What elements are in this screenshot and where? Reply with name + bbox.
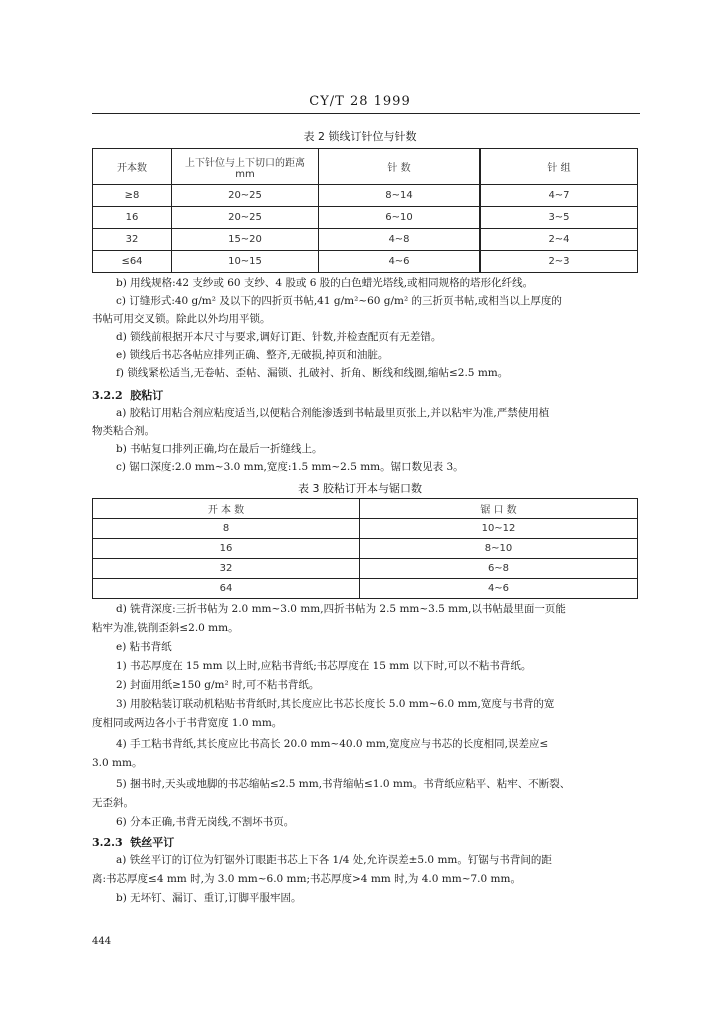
paragraph-line: 4) 手工粘书背纸,其长度应比书高长 20.0 mm~40.0 mm,宽度应与书芯的长度相同,误差应≤ [116, 738, 549, 750]
paragraph-line: d) 锁线前根据开本尺寸与要求,调好订距、针数,并检查配页有无差错。 [116, 331, 442, 343]
table2-header-unit: mm [235, 168, 255, 180]
table-cell: 6~8 [360, 559, 638, 579]
section-number: 3.2.2 [92, 389, 123, 402]
paragraph-line: e) 粘书背纸 [116, 641, 172, 653]
paragraph-line: 书帖可用交叉锁。除此以外均用平锁。 [92, 313, 271, 325]
section-number: 3.2.3 [92, 836, 123, 849]
table3-header-cell: 锯 口 数 [360, 499, 638, 519]
table-cell: 8 [93, 519, 360, 539]
section-heading-3-2-2 [92, 387, 163, 403]
paragraph-line: f) 锁线紧松适当,无卷帖、歪帖、漏锁、扎破衬、折角、断线和线圈,缩帖≤2.5 mm。 [116, 367, 509, 379]
table-row [93, 185, 638, 207]
table-cell: 4~6 [360, 579, 638, 599]
paragraph-line: 2) 封面用纸≥150 g/m² 时,可不粘书背纸。 [116, 679, 320, 691]
table-cell: 4~8 [319, 229, 481, 251]
page-number: 444 [92, 936, 112, 947]
table-cell: 3~5 [480, 207, 638, 229]
paragraph-line: 物类粘合剂。 [92, 425, 155, 437]
table2-header-cell: 针 数 [319, 149, 481, 185]
paragraph-line: c) 锯口深度:2.0 mm~3.0 mm,宽度:1.5 mm~2.5 mm。锯口数见表 3。 [116, 461, 464, 473]
table-cell: 2~3 [480, 251, 638, 273]
table3-header-cell: 开 本 数 [93, 499, 360, 519]
table-cell: 64 [93, 579, 360, 599]
table-row [93, 579, 638, 599]
table-row [93, 559, 638, 579]
table2-header-row [93, 149, 638, 185]
table-cell: 32 [93, 559, 360, 579]
table2-header-cell [172, 149, 319, 185]
table2-caption: 表 2 锁线订针位与针数 [303, 130, 417, 143]
table3-header-row [93, 499, 638, 519]
table-row [93, 229, 638, 251]
table-cell: 10~12 [360, 519, 638, 539]
table-row [93, 539, 638, 559]
paragraph-line: e) 锁线后书芯各帖应排列正确、整齐,无破损,掉页和油脏。 [116, 349, 389, 361]
table-cell: 8~10 [360, 539, 638, 559]
table3 [92, 498, 638, 599]
table-cell: 15~20 [172, 229, 319, 251]
paragraph-line: 6) 分本正确,书背无岗线,不割坏书页。 [116, 816, 295, 828]
paragraph-line: 1) 书芯厚度在 15 mm 以上时,应粘书背纸;书芯厚度在 15 mm 以下时,可以不粘书背纸。 [116, 660, 532, 672]
section-heading-3-2-3 [92, 834, 174, 850]
table-row [93, 251, 638, 273]
table-cell: 16 [93, 539, 360, 559]
table-cell: 2~4 [480, 229, 638, 251]
paragraph-line: b) 书帖复口排列正确,均在最后一折缝线上。 [116, 443, 323, 455]
table-cell: 6~10 [319, 207, 481, 229]
table-cell: 8~14 [319, 185, 481, 207]
table-cell: 20~25 [172, 185, 319, 207]
table2-header-cell: 针 组 [480, 149, 638, 185]
paragraph-line: b) 无坏钉、漏订、重订,订脚平服牢固。 [116, 892, 302, 904]
header-rule [92, 113, 640, 114]
section-title: 胶粘订 [130, 389, 164, 402]
paragraph-line: a) 胶粘订用粘合剂应粘度适当,以便粘合剂能渗透到书帖最里页张上,并以粘牢为准,严禁使用植 [116, 407, 550, 419]
paragraph-line: c) 订缝形式:40 g/m² 及以下的四折页书帖,41 g/m²~60 g/m² 的三折页书帖,或相当以上厚度的 [116, 295, 562, 307]
paragraph-line: 粘牢为准,铣削歪斜≤2.0 mm。 [92, 622, 239, 634]
standard-code-header: CY/T 28 1999 [309, 94, 411, 109]
table-cell: ≥8 [93, 185, 172, 207]
paragraph-line: d) 铣背深度:三折书帖为 2.0 mm~3.0 mm,四折书帖为 2.5 mm~3.5 mm,以书帖最里面一页能 [116, 603, 566, 615]
section-title: 铁丝平订 [130, 836, 175, 849]
paragraph-line: 离:书芯厚度≤4 mm 时,为 3.0 mm~6.0 mm;书芯厚度>4 mm 时,为 4.0 mm~7.0 mm。 [92, 873, 521, 885]
table3-caption: 表 3 胶粘订开本与锯口数 [298, 482, 422, 495]
table-cell: ≤64 [93, 251, 172, 273]
table2 [92, 148, 638, 273]
table-cell: 32 [93, 229, 172, 251]
paragraph-line: 无歪斜。 [92, 797, 134, 809]
paragraph-line: a) 铁丝平订的订位为钉锯外订眼距书芯上下各 1/4 处,允许误差±5.0 mm。钉锯与书背间的距 [116, 854, 552, 866]
table2-header-cell: 开本数 [93, 149, 172, 185]
paragraph-line: 3.0 mm。 [92, 757, 143, 769]
paragraph-line: 3) 用胶粘装订联动机粘贴书背纸时,其长度应比书芯长度长 5.0 mm~6.0 mm,宽度与书背的宽 [116, 698, 555, 710]
table-cell: 4~6 [319, 251, 481, 273]
table-row [93, 207, 638, 229]
table2-header-text: 上下针位与上下切口的距离 [185, 157, 305, 169]
table-cell: 16 [93, 207, 172, 229]
table-cell: 10~15 [172, 251, 319, 273]
paragraph-line: 度相同或两边各小于书背宽度 1.0 mm。 [92, 717, 283, 729]
paragraph-line: b) 用线规格:42 支纱或 60 支纱、4 股或 6 股的白色蜡光塔线,或相同规格的塔形化纤线。 [116, 277, 534, 289]
paragraph-line: 5) 捆书时,天头或地脚的书芯缩帖≤2.5 mm,书背缩帖≤1.0 mm。书背纸应粘平、粘牢、不断裂、 [116, 778, 571, 790]
table-cell: 4~7 [480, 185, 638, 207]
table-cell: 20~25 [172, 207, 319, 229]
table-row [93, 519, 638, 539]
